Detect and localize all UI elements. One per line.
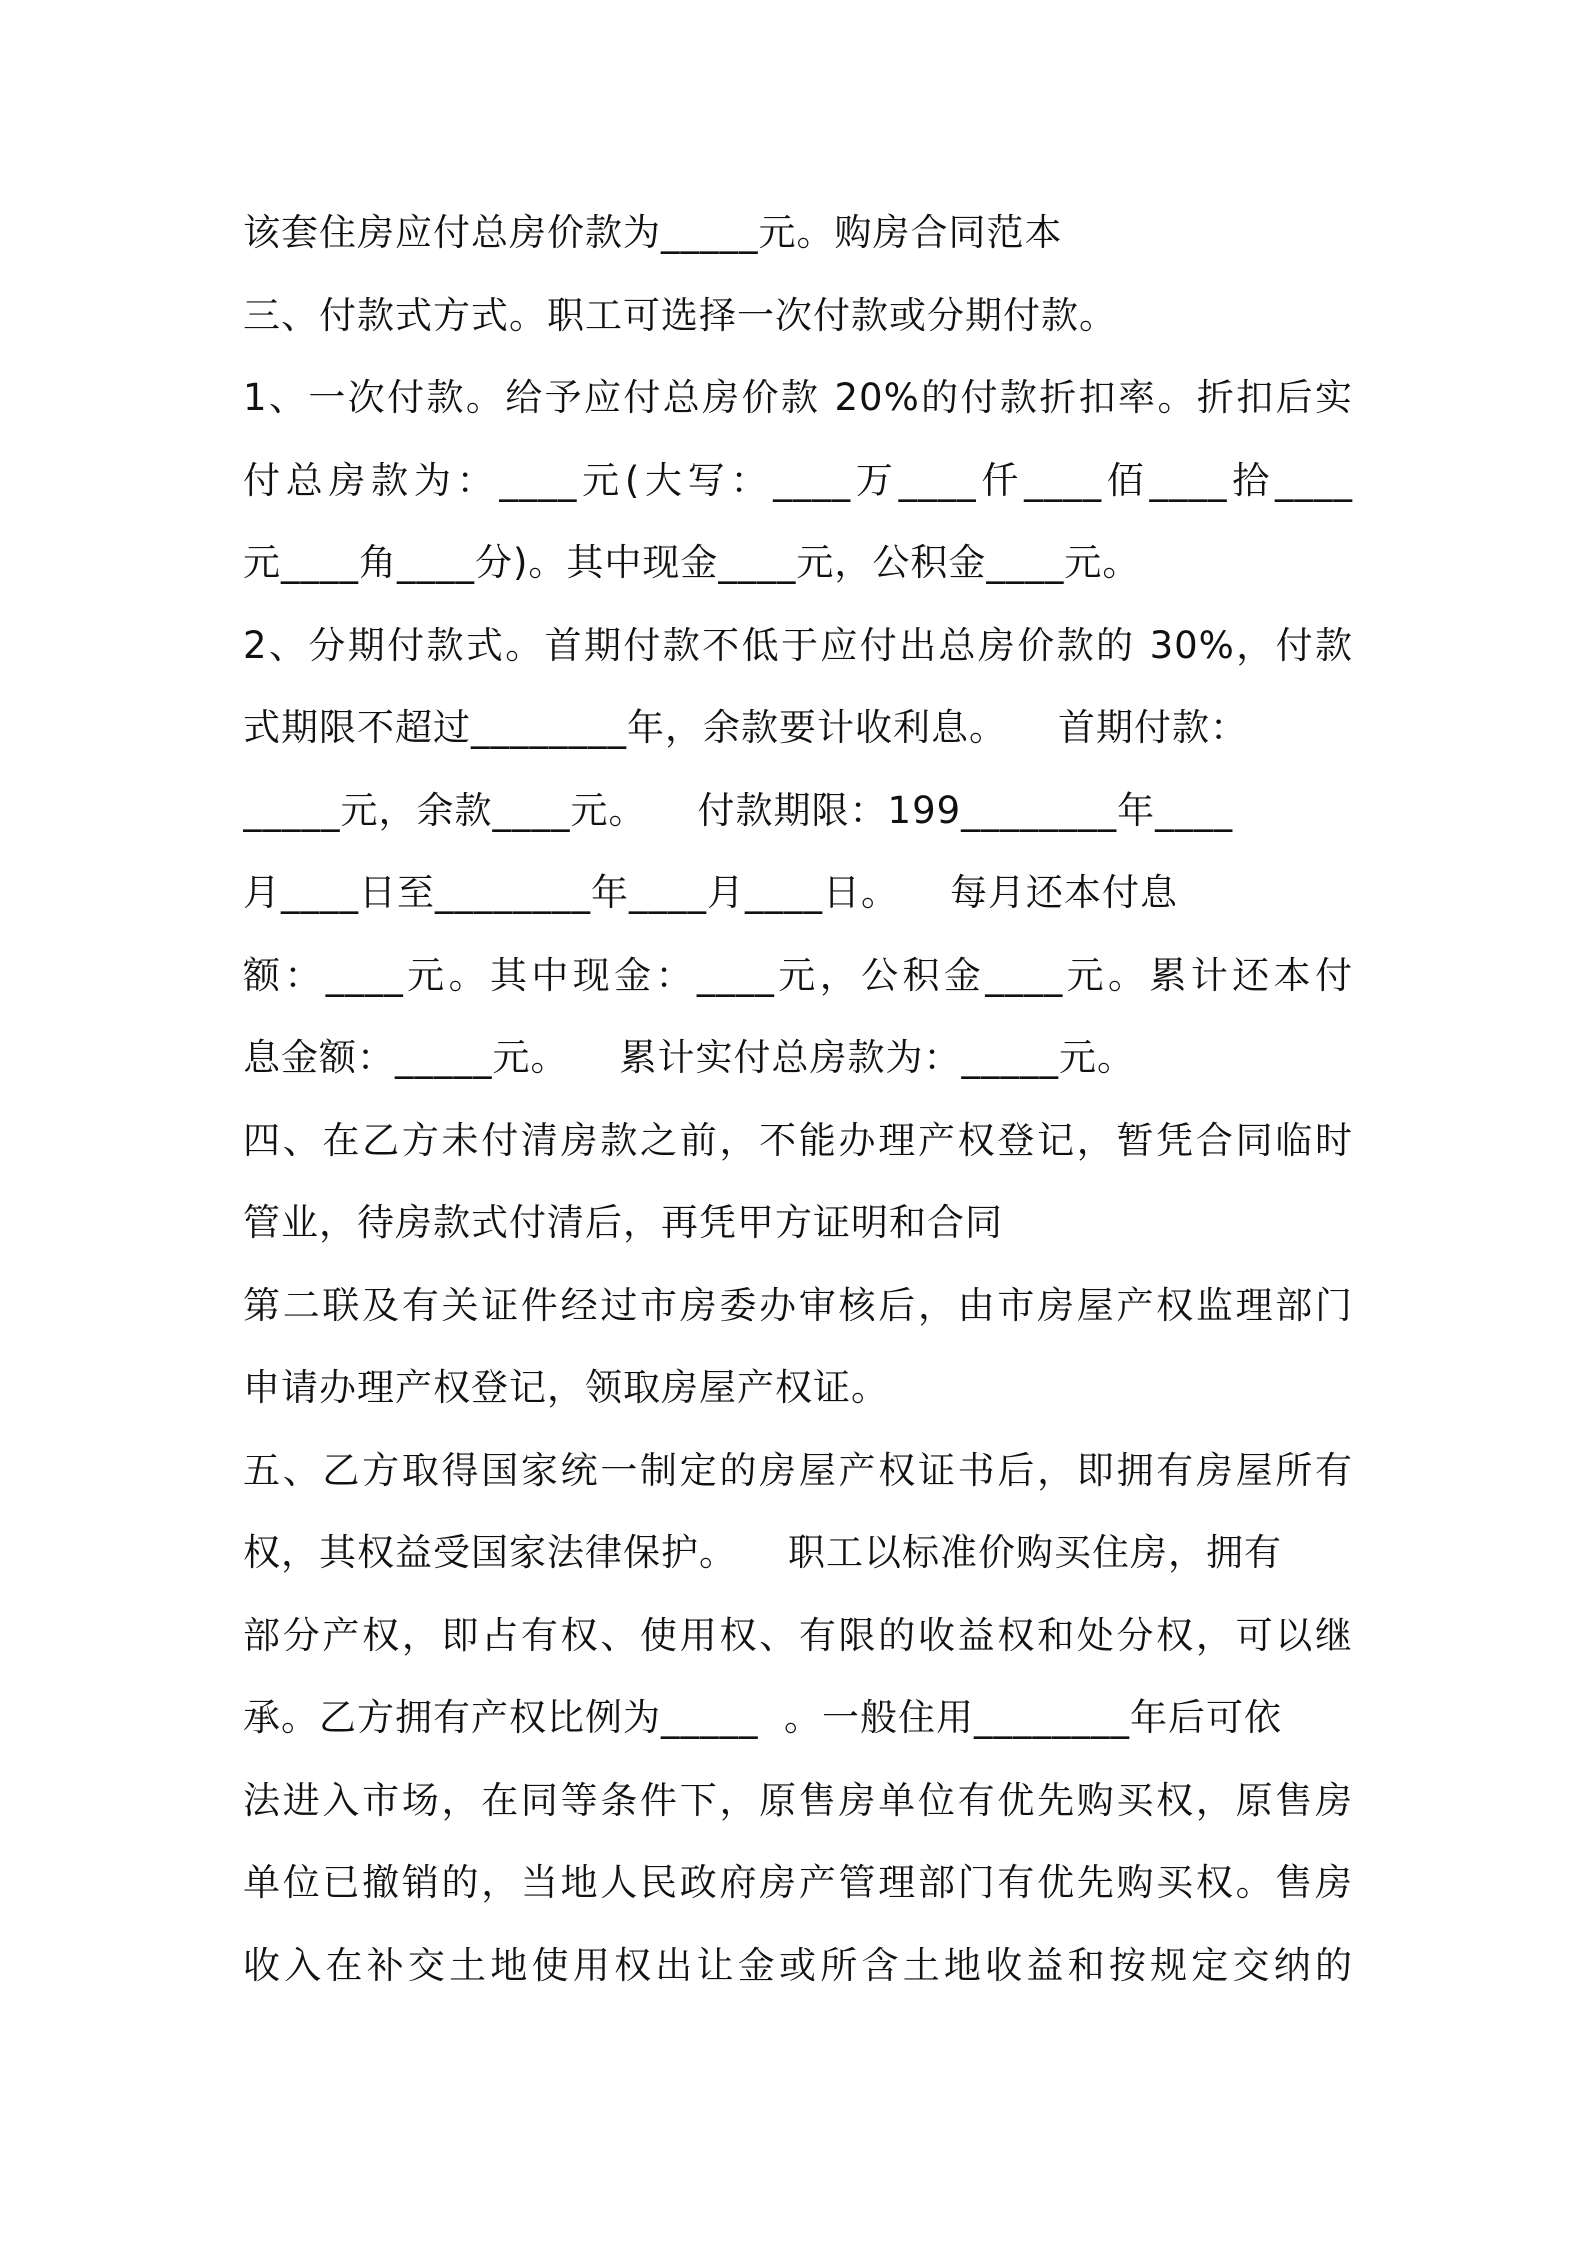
- text-line: 四、在乙方未付清房款之前，不能办理产权登记，暂凭合同临时: [243, 1118, 1353, 1162]
- text-line: _____元，余款____元。 付款期限：199________年____: [243, 788, 1234, 832]
- text-line: 单位已撤销的，当地人民政府房产管理部门有优先购买权。售房: [243, 1861, 1353, 1904]
- text-line: 1、一次付款。给予应付总房价款 20%的付款折扣率。折扣后实: [243, 376, 1353, 419]
- text-line: 承。乙方拥有产权比例为_____ 。一般住用________年后可依: [243, 1696, 1283, 1739]
- text-line: 申请办理产权登记，领取房屋产权证。: [243, 1366, 889, 1409]
- contract-text: [243, 192, 1353, 2007]
- text-line: 收入在补交土地使用权出让金或所含土地收益和按规定交纳的: [243, 1943, 1353, 1987]
- text-line: 部分产权，即占有权、使用权、有限的收益权和处分权，可以继: [243, 1613, 1353, 1657]
- text-line: 付总房款为：____元(大写：____万____仟____佰____拾____: [243, 458, 1353, 502]
- text-line: 五、乙方取得国家统一制定的房屋产权证书后，即拥有房屋所有: [243, 1448, 1353, 1492]
- text-line: 元____角____分)。其中现金____元，公积金____元。: [243, 541, 1141, 584]
- text-line: 式期限不超过________年，余款要计收利息。 首期付款：: [243, 706, 1249, 749]
- text-line: 2、分期付款式。首期付款不低于应付出总房价款的 30%，付款: [243, 623, 1353, 667]
- text-line: 三、付款式方式。职工可选择一次付款或分期付款。: [243, 293, 1117, 337]
- text-line: 该套住房应付总房价款为_____元。购房合同范本: [243, 211, 1063, 254]
- text-line: 法进入市场，在同等条件下，原售房单位有优先购买权，原售房: [243, 1778, 1353, 1822]
- text-line: 第二联及有关证件经过市房委办审核后，由市房屋产权监理部门: [243, 1283, 1353, 1327]
- text-line: 额：____元。其中现金：____元，公积金____元。累计还本付: [243, 953, 1353, 997]
- text-line: 管业，待房款式付清后，再凭甲方证明和合同: [243, 1201, 1003, 1244]
- text-line: 月____日至________年____月____日。 每月还本付息: [243, 871, 1179, 914]
- text-line: 权，其权益受国家法律保护。 职工以标准价购买住房，拥有: [243, 1531, 1283, 1574]
- text-line: 息金额：_____元。 累计实付总房款为：_____元。: [243, 1036, 1136, 1079]
